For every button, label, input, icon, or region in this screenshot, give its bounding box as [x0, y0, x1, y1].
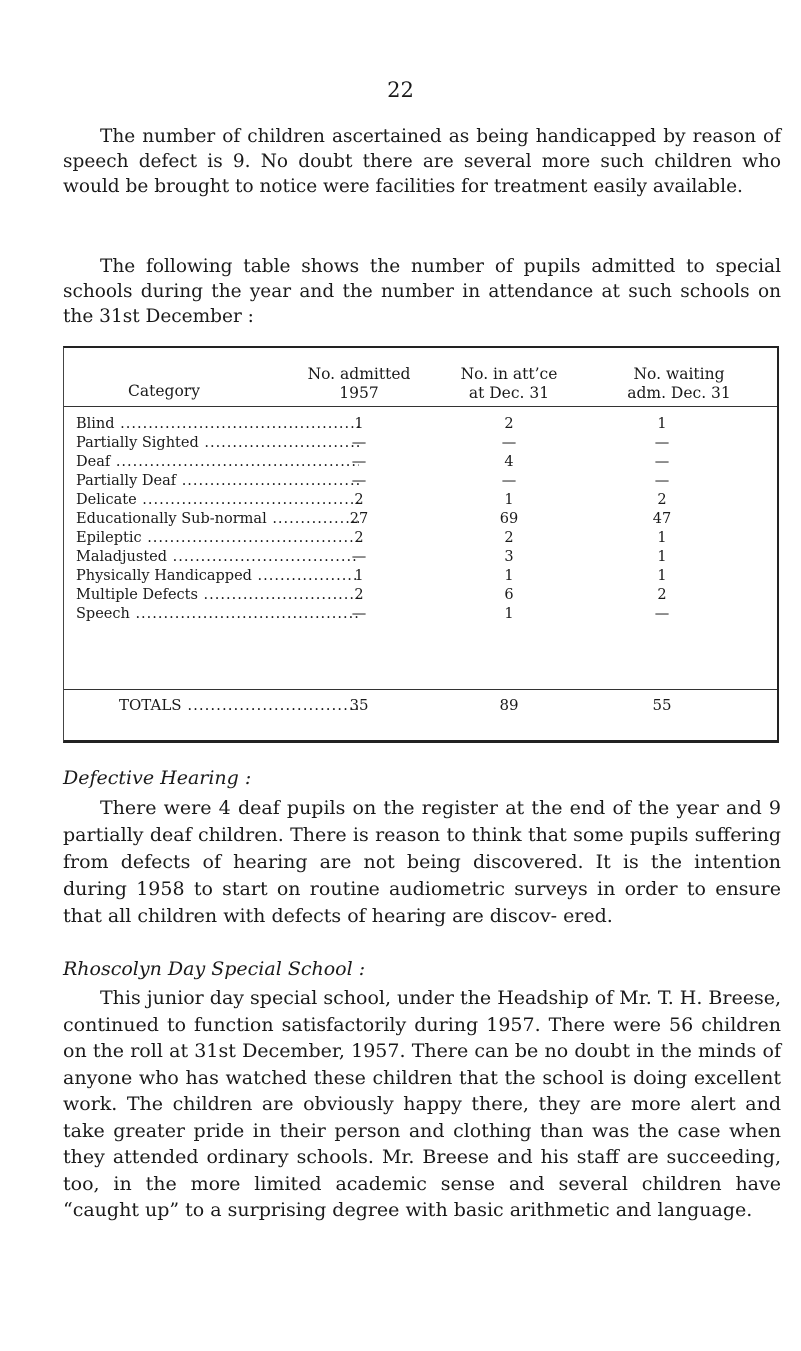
row-admitted: 1 [354, 416, 364, 432]
row-waiting: — [654, 454, 670, 470]
row-admitted: — [351, 435, 367, 451]
row-category: Physically Handicapped ..... [76, 567, 359, 586]
row-admitted: 2 [354, 530, 364, 546]
row-waiting: 1 [657, 530, 667, 546]
totals-admitted: 35 [349, 696, 369, 714]
row-category: Partially Sighted ..... [76, 434, 359, 453]
row-category: Epileptic ..... [76, 529, 359, 548]
row-attendance: 1 [504, 492, 514, 508]
row-admitted: 1 [354, 568, 364, 584]
row-waiting: 1 [657, 568, 667, 584]
row-attendance: 4 [504, 454, 514, 470]
table-row [64, 434, 777, 453]
row-attendance: 2 [504, 530, 514, 546]
defective-hearing-heading: Defective Hearing : [63, 767, 252, 789]
row-category: Multiple Defects ..... [76, 586, 359, 605]
table-row [64, 453, 777, 472]
header-waiting-line2: adm. Dec. 31 [627, 384, 731, 402]
totals-row [64, 689, 777, 720]
table-row [64, 529, 777, 548]
header-admitted-line2: 1957 [339, 384, 379, 402]
table-row [64, 548, 777, 567]
row-attendance: — [501, 473, 517, 489]
table-row [64, 415, 777, 434]
header-attendance [434, 365, 584, 403]
header-admitted-line1: No. admitted [307, 365, 411, 383]
row-admitted: — [351, 549, 367, 565]
totals-label: TOTALS ..... [119, 690, 359, 720]
row-category: Speech ..... [76, 605, 359, 624]
row-admitted: 2 [354, 587, 364, 603]
header-waiting [584, 365, 774, 403]
rhoscolyn-paragraph: This junior day special school, under the Headship of Mr. T. H. Breese, continued to function satisfactorily during 1957. There were 56 children on the roll at 31st December, 1957. There can be no doubt in the minds of anyone who has watched these children that the school is doing excellent work. The children are obviously happy there, they are more alert and take greater pride in their person and clothing than was the case when they attended ordinary schools. Mr. Breese and his staff are succeeding, too, in the more limited academic sense and several children have “caught up” to a surprising degree with basic arithmetic and language. [63, 987, 781, 1221]
row-waiting: — [654, 473, 670, 489]
row-category: Delicate ..... [76, 491, 359, 510]
header-attendance-line2: at Dec. 31 [468, 384, 550, 402]
header-category: Category [128, 382, 200, 400]
page-number: 22 [387, 78, 414, 102]
intro-paragraph: The number of children ascertained as being handicapped by reason of speech defect is 9. No doubt there are several more such children who would be brought to notice were facilities for treatment easily available. [63, 126, 781, 197]
row-attendance: 1 [504, 568, 514, 584]
table-row [64, 472, 777, 491]
row-waiting: — [654, 435, 670, 451]
table-row [64, 491, 777, 510]
row-admitted: — [351, 454, 367, 470]
row-category: Partially Deaf ..... [76, 472, 359, 491]
table-row [64, 567, 777, 586]
header-admitted [284, 365, 434, 403]
table-header [64, 348, 777, 407]
row-category: Blind ..... [76, 415, 359, 434]
row-attendance: 1 [504, 606, 514, 622]
row-attendance: — [501, 435, 517, 451]
row-admitted: 2 [354, 492, 364, 508]
totals-waiting: 55 [652, 696, 672, 714]
row-waiting: 1 [657, 549, 667, 565]
admissions-table [63, 346, 779, 743]
defective-hearing-paragraph: There were 4 deaf pupils on the register at the end of the year and 9 partially deaf children. There is reason to think that some pupils suffering from defects of hearing are not being discovered. It is the intention during 1958 to start on routine audiometric surveys in order to ensure that all children with defects of hearing are discov- ered. [63, 797, 781, 927]
table-row [64, 586, 777, 605]
table-row [64, 510, 777, 529]
row-category: Educationally Sub-normal ..... [76, 510, 359, 529]
table-intro-paragraph: The following table shows the number of pupils admitted to special schools during the year and the number in attendance at such schools on the 31st December : [63, 256, 781, 327]
row-admitted: 27 [349, 511, 369, 527]
totals-attendance: 89 [499, 696, 519, 714]
row-waiting: 47 [652, 511, 672, 527]
row-category: Maladjusted ..... [76, 548, 359, 567]
rhoscolyn-heading: Rhoscolyn Day Special School : [63, 958, 366, 980]
row-attendance: 69 [499, 511, 519, 527]
row-admitted: — [351, 606, 367, 622]
row-waiting: 2 [657, 492, 667, 508]
table-body [64, 415, 777, 624]
row-waiting: — [654, 606, 670, 622]
row-category: Deaf ..... [76, 453, 359, 472]
row-waiting: 1 [657, 416, 667, 432]
row-attendance: 2 [504, 416, 514, 432]
table-row [64, 605, 777, 624]
row-attendance: 3 [504, 549, 514, 565]
header-waiting-line1: No. waiting [633, 365, 725, 383]
row-attendance: 6 [504, 587, 514, 603]
row-waiting: 2 [657, 587, 667, 603]
row-admitted: — [351, 473, 367, 489]
header-attendance-line1: No. in att’ce [460, 365, 558, 383]
